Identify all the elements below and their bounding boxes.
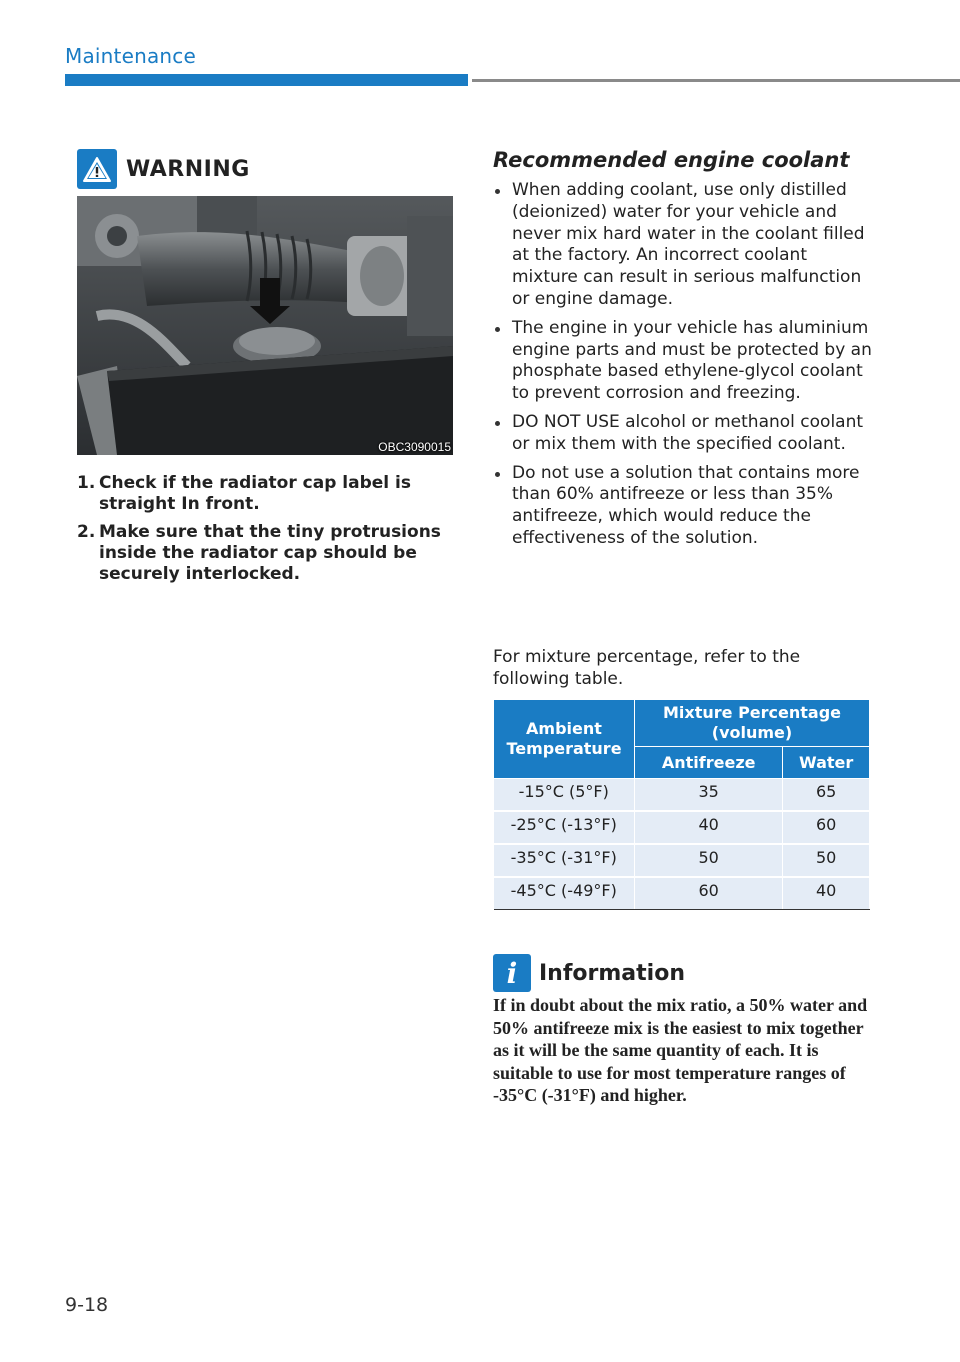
warning-heading bbox=[77, 149, 250, 189]
coolant-heading: Recommended engine coolant bbox=[493, 148, 850, 172]
bullet-text: The engine in your vehicle has aluminium engine parts and must be protected by an phosphate based ethylene-glycol coolant to prevent corrosion and freezing. bbox=[512, 317, 872, 404]
bullet-text: DO NOT USE alcohol or methanol coolant or mix them with the specified coolant. bbox=[512, 411, 864, 454]
list-item bbox=[493, 180, 873, 311]
bullet-icon bbox=[495, 189, 500, 194]
cell-antifreeze: 35 bbox=[635, 779, 783, 812]
warning-label: WARNING bbox=[126, 156, 250, 182]
section-title: Maintenance bbox=[65, 44, 196, 68]
col-header-ambient: Ambient Temperature bbox=[494, 700, 635, 779]
list-item bbox=[77, 522, 447, 585]
cell-antifreeze: 60 bbox=[635, 877, 783, 910]
list-item bbox=[77, 473, 447, 515]
table-intro: For mixture percentage, refer to the following table. bbox=[493, 647, 801, 689]
bullet-icon bbox=[495, 472, 500, 477]
radiator-cap-photo bbox=[77, 196, 453, 455]
cell-temperature: -45°C (-49°F) bbox=[494, 877, 635, 910]
step-number: 1. bbox=[77, 473, 96, 493]
table-row bbox=[494, 844, 870, 877]
header-rule-blue bbox=[65, 74, 468, 86]
table-row bbox=[494, 877, 870, 910]
cell-temperature: -35°C (-31°F) bbox=[494, 844, 635, 877]
step-text: Make sure that the tiny protrusions inside the radiator cap should be securely interlocked. bbox=[99, 522, 441, 584]
col-header-antifreeze: Antifreeze bbox=[635, 747, 783, 779]
bullet-text: When adding coolant, use only distilled (deionized) water for your vehicle and never mix hard water in the coolant filled at the factory. An incorrect coolant mixture can result in serious malfunction or engine damage. bbox=[512, 180, 865, 309]
col-header-water: Water bbox=[783, 747, 870, 779]
cell-antifreeze: 50 bbox=[635, 844, 783, 877]
cell-water: 40 bbox=[783, 877, 870, 910]
cell-antifreeze: 40 bbox=[635, 811, 783, 844]
table-row bbox=[494, 811, 870, 844]
bullet-text: Do not use a solution that contains more than 60% antifreeze or less than 35% antifreeze, which would reduce the effectiveness of the solution. bbox=[512, 462, 860, 548]
col-header-mixture: Mixture Percentage (volume) bbox=[635, 700, 870, 747]
list-item bbox=[493, 412, 873, 456]
coolant-bullets bbox=[493, 180, 873, 557]
list-item bbox=[493, 463, 873, 550]
information-text: If in doubt about the mix ratio, a 50% water and 50% antifreeze mix is the easiest to mix together as it will be the same quantity of each. It is suitable to use for most temperature ranges of -35°C (-31°F) and higher. bbox=[493, 995, 868, 1105]
information-label: Information bbox=[539, 960, 685, 986]
mixture-table bbox=[493, 699, 870, 910]
warning-triangle-icon bbox=[77, 149, 117, 189]
cell-water: 65 bbox=[783, 779, 870, 812]
warning-steps bbox=[77, 473, 447, 592]
page-number: 9-18 bbox=[65, 1294, 109, 1316]
cell-temperature: -25°C (-13°F) bbox=[494, 811, 635, 844]
step-number: 2. bbox=[77, 522, 96, 542]
cell-temperature: -15°C (5°F) bbox=[494, 779, 635, 812]
bullet-icon bbox=[495, 327, 500, 332]
cell-water: 60 bbox=[783, 811, 870, 844]
step-text: Check if the radiator cap label is straight In front. bbox=[99, 473, 411, 514]
table-row bbox=[494, 779, 870, 812]
list-item bbox=[493, 318, 873, 405]
bullet-icon bbox=[495, 421, 500, 426]
cell-water: 50 bbox=[783, 844, 870, 877]
header-rule-grey bbox=[472, 79, 960, 82]
image-code: OBC3090015 bbox=[378, 440, 451, 454]
information-heading bbox=[493, 954, 685, 992]
info-icon: i bbox=[493, 954, 531, 992]
